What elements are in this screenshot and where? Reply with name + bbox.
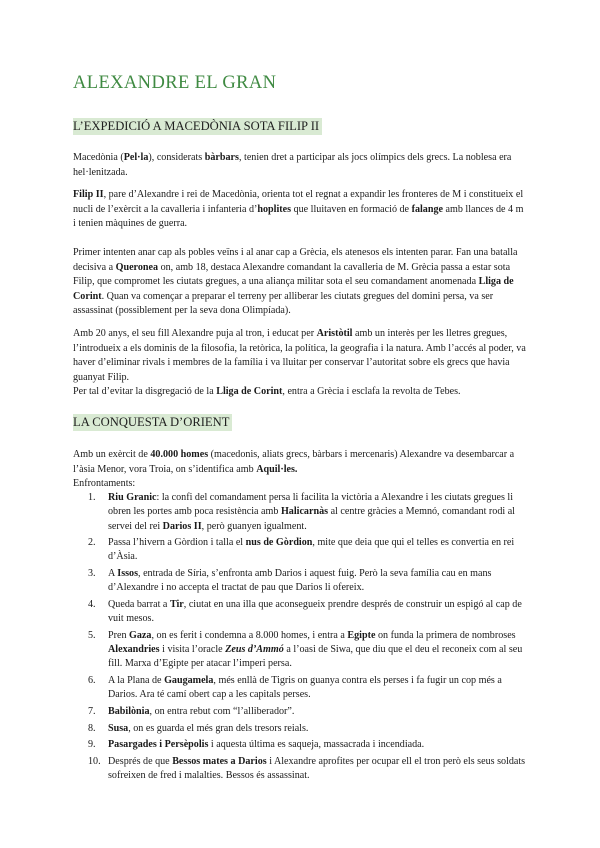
list-item-number: 4. (88, 598, 96, 610)
list-item-number: 8. (88, 722, 96, 734)
list-item-text: Queda barrat a Tir, ciutat en una illa que aconsegueix prendre després de construir un espigó al cap de vuit mesos. (108, 598, 522, 625)
list-item-text: Passa l’hivern a Gòrdion i talla el nus de Gòrdion, mite que deia que qui el telles es convertia en rei d’Àsia. (108, 537, 515, 563)
list-item (73, 755, 528, 784)
list-item-number: 10. (88, 755, 101, 767)
list-item-text: Pasargades i Persèpolis i aquesta última es saqueja, massacrada i incendiada. (108, 739, 425, 751)
list-item-text: A Issos, entrada de Síria, s’enfronta amb Darios i aquest fuig. Però la seva família cau en mans d’Alexandre i no accepta el tractat de pau que Darios li ofereix. (108, 568, 492, 594)
list-item (73, 567, 528, 596)
list-item-text: Babilònia, on entra rebut com “l’alliberador”. (108, 705, 295, 717)
list-item-text: Després de que Bessos mates a Darios i Alexandre aprofites per ocupar ell el tron però els seus soldats sofreixen de fred i malalties. Bessos és assassinat. (108, 755, 526, 782)
list-item (73, 629, 528, 672)
paragraph-lliga-corint: Per tal d’evitar la disgregació de la Lliga de Corint, entra a Grècia i esclafa la revolta de Tebes. (73, 386, 461, 397)
paragraph-queronea: Primer intenten anar cap als pobles veïns i al anar cap a Grècia, els atenesos els intenten parar. Fan una batalla decisiva a Queronea on, amb 18, destaca Alexandre comandant la cavalleria de M. Grècia passa a estar sota Filip, que compromet les ciutats gregues, a una aliança militar sota el seu comandament anomenada Lliga de Corint. Quan va començar a preparar el terreny per alliberar les ciutats gregues del domini persa, va ser assassinat (possiblement per la seva dona Olimpíada). (73, 247, 518, 317)
list-item (73, 674, 528, 703)
paragraph-exercit: Amb un exèrcit de 40.000 homes (macedonis, aliats grecs, bàrbars i mercenaris) Alexandre va desembarcar a l’àsia Menor, vora Troia, on s’identifica amb Aquil·les. (73, 449, 515, 475)
list-item-number: 2. (88, 537, 96, 549)
list-item-number: 1. (88, 492, 96, 503)
list-item-text: A la Plana de Gaugamela, més enllà de Tigris on guanya contra els perses i fa fugir un cop més a Darios. Ara té camí obert cap a les capitals perses. (108, 675, 502, 701)
list-item-number: 6. (88, 675, 96, 687)
paragraph-macedonia: Macedònia (Pel·la), considerats bàrbars, tenien dret a participar als jocs olímpics dels grecs. La noblesa era hel·lenitzada. (73, 152, 512, 178)
section-heading-conquesta: LA CONQUESTA D’ORIENT (73, 414, 232, 431)
list-item (73, 738, 528, 752)
section-heading-macedonia: L’EXPEDICIÓ A MACEDÒNIA SOTA FILIP II (73, 118, 322, 135)
list-item (73, 536, 528, 565)
list-item-number: 5. (88, 629, 96, 641)
list-item-number: 3. (88, 568, 96, 580)
paragraph-alexandre-tron: Amb 20 anys, el seu fill Alexandre puja al tron, i educat per Aristòtil amb un interès per les lletres gregues, l’introdueix a els dominis de la filosofia, la retòrica, la política, la geografia i la natura. Amb l’accés al poder, va haver d’eliminar rivals i membres de la família i va lluitar per conservar l’autoritat sobre els grecs que havia guanyat Filip. (73, 328, 526, 383)
list-item-number: 9. (88, 739, 96, 751)
enfrontaments-label: Enfrontaments: (73, 478, 136, 489)
list-item (73, 598, 528, 627)
list-item-number: 7. (88, 705, 96, 717)
list-item-text: Pren Gaza, on es ferit i condemna a 8.000 homes, i entra a Egipte on funda la primera de nombroses Alexandries i visita l’oracle Zeus d’Ammó a l’oasi de Siwa, que diu que el deu el reconeix com al seu fill. Marxa d’Egipte per atacar l’imperi persa. (108, 629, 523, 670)
document-title: ALEXANDRE EL GRAN (73, 73, 277, 93)
list-item (73, 491, 528, 534)
enfrontaments-list (73, 491, 528, 786)
list-item-text: Riu Granic: la confi del comandament persa li facilita la victòria a Alexandre i les ciutats gregues li obren les portes amb poca resistència amb Halicarnàs al centre gràcies a Memnó, comandant rodi al servei del rei Darios II, però guanyen igualment. (108, 492, 515, 532)
list-item (73, 722, 528, 736)
paragraph-filip: Filip II, pare d’Alexandre i rei de Macedònia, orienta tot el regnat a expandir les fronteres de M i constitueix el nucli de l’exèrcit a la cavalleria i infanteria d’hoplites que lluitaven en formació de falange amb llances de 4 m i tenien màquines de guerra. (73, 189, 524, 230)
list-item (73, 705, 528, 719)
list-item-text: Susa, on es guarda el més gran dels tresors reials. (108, 722, 309, 734)
